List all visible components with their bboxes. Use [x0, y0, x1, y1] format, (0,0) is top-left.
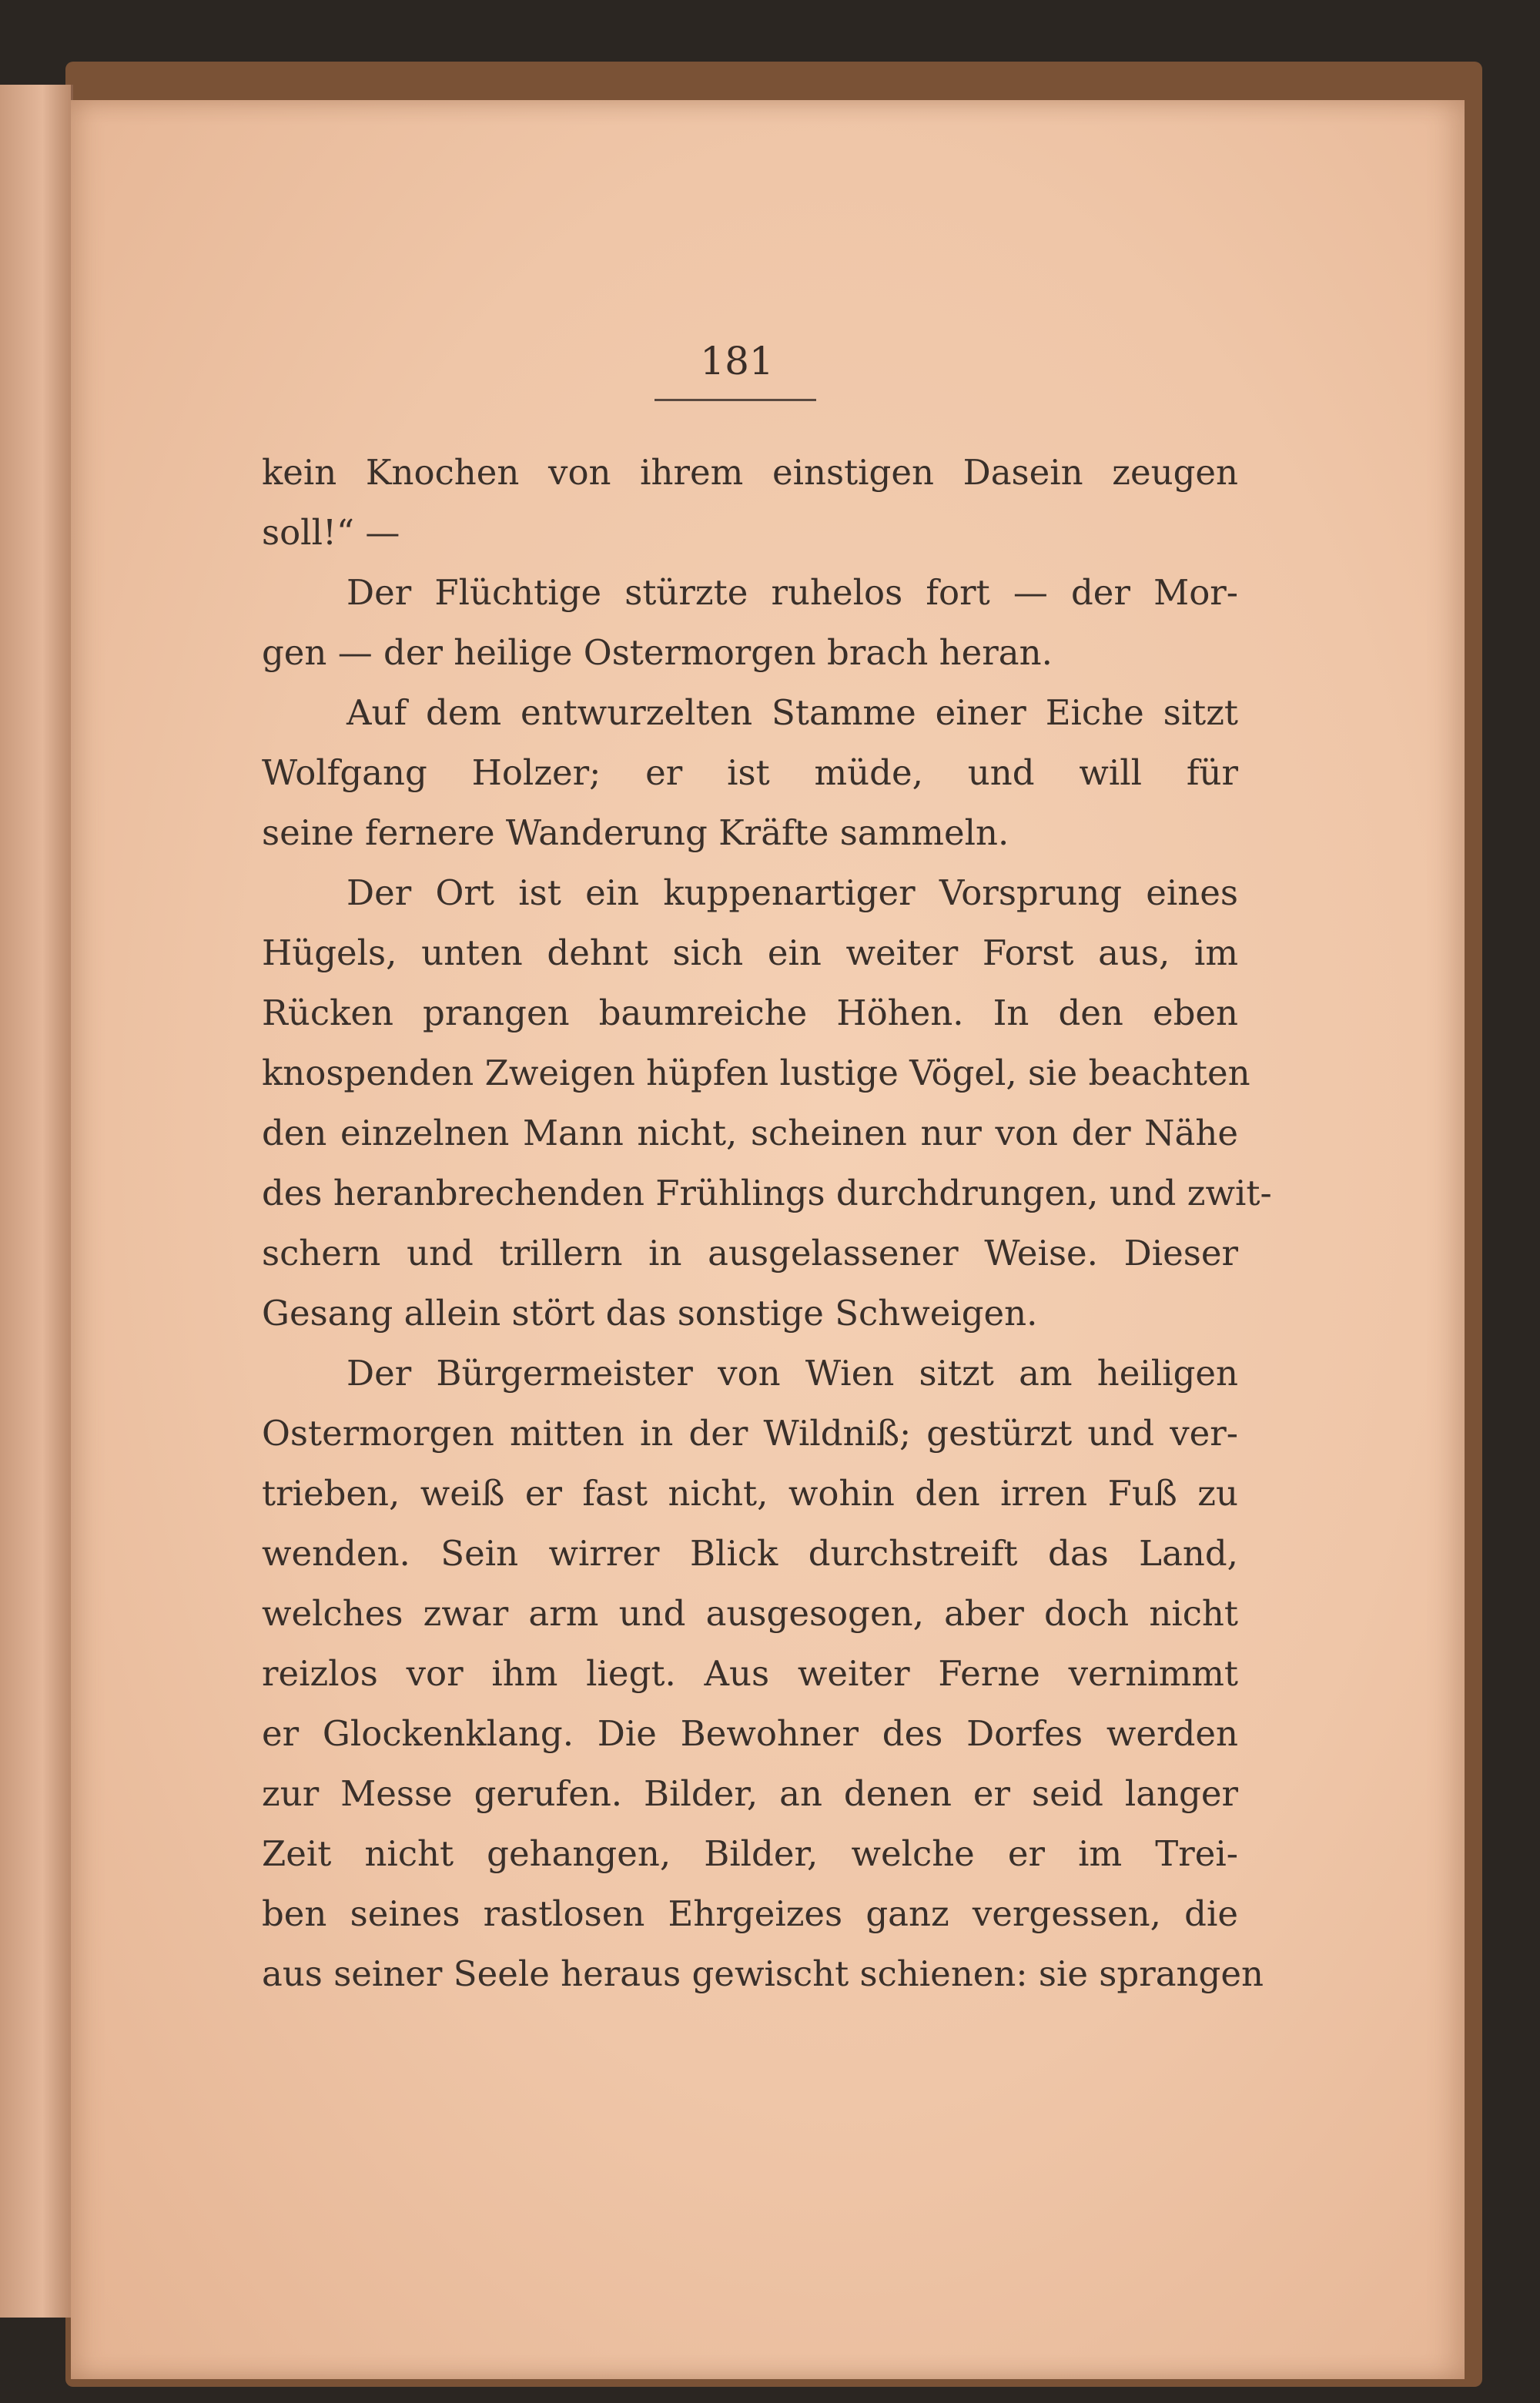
page-number: 181 [700, 339, 774, 383]
text-line: knospenden Zweigen hüpfen lustige Vögel, sie beachten [262, 1053, 1250, 1093]
text-line: Ostermorgen mitten in der Wildniß; gestürzt und ver- [262, 1413, 1238, 1454]
text-line: den einzelnen Mann nicht, scheinen nur von der Nähe [262, 1113, 1238, 1153]
text-line: welches zwar arm und ausgesogen, aber doch nicht [262, 1593, 1238, 1634]
text-line: gen — der heilige Ostermorgen brach heran. [262, 632, 1053, 673]
text-line: Der Ort ist ein kuppenartiger Vorsprung eines [346, 872, 1238, 913]
text-line: er Glockenklang. Die Bewohner des Dorfes werden [262, 1713, 1238, 1754]
text-line: Gesang allein stört das sonstige Schweigen. [262, 1293, 1038, 1334]
text-line: Der Flüchtige stürzte ruhelos fort — der Mor- [346, 572, 1238, 613]
text-line: reizlos vor ihm liegt. Aus weiter Ferne vernimmt [262, 1653, 1238, 1694]
text-line: schern und trillern in ausgelassener Weise. Dieser [262, 1233, 1238, 1273]
page-number-rule [654, 399, 816, 401]
text-line: trieben, weiß er fast nicht, wohin den irren Fuß zu [262, 1473, 1238, 1514]
text-line: Der Bürgermeister von Wien sitzt am heiligen [346, 1353, 1238, 1394]
text-line: soll!“ — [262, 512, 400, 553]
text-line: des heranbrechenden Frühlings durchdrungen, und zwit- [262, 1173, 1272, 1213]
body-text [262, 443, 1272, 2004]
text-line: aus seiner Seele heraus gewischt schienen: sie sprangen [262, 1953, 1264, 1994]
text-line: Auf dem entwurzelten Stamme einer Eiche sitzt [346, 692, 1238, 733]
left-page-edge [0, 85, 73, 2318]
text-line: seine fernere Wanderung Kräfte sammeln. [262, 812, 1009, 853]
text-line: Hügels, unten dehnt sich ein weiter Forst aus, im [262, 932, 1238, 973]
text-line: Wolfgang Holzer; er ist müde, und will für [262, 752, 1238, 793]
text-line: Rücken prangen baumreiche Höhen. In den eben [262, 992, 1238, 1033]
text-line: ben seines rastlosen Ehrgeizes ganz vergessen, die [262, 1893, 1238, 1934]
text-line: wenden. Sein wirrer Blick durchstreift das Land, [262, 1533, 1238, 1574]
text-line: kein Knochen von ihrem einstigen Dasein zeugen [262, 452, 1238, 493]
text-line: Zeit nicht gehangen, Bilder, welche er im Trei- [262, 1833, 1238, 1874]
text-line: zur Messe gerufen. Bilder, an denen er seid langer [262, 1773, 1238, 1814]
